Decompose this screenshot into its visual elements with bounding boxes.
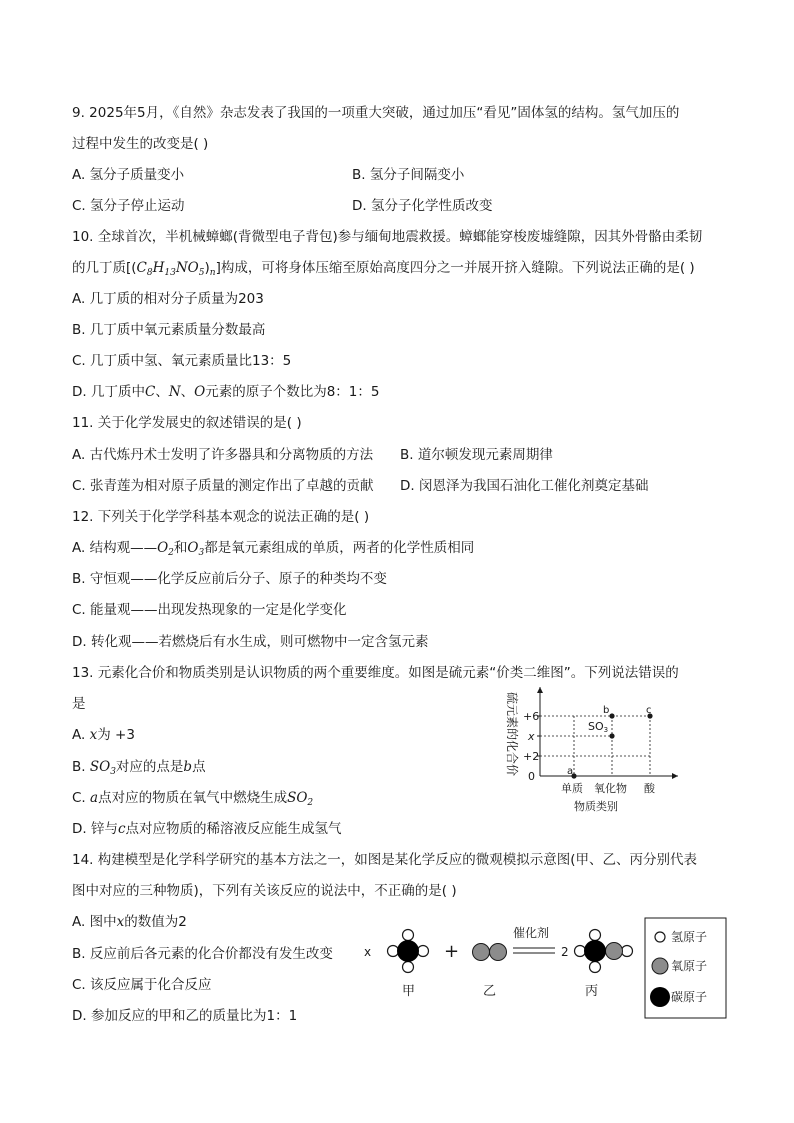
q13-c-mid: 点对应的物质在氧气中燃烧生成 (98, 790, 288, 806)
q10-stem-suffix: ]构成，可将身体压缩至原始高度四分之一并展开挤入缝隙。下列说法正确的是( ) (215, 260, 695, 276)
q12-option-c[interactable]: C. 能量观——出现发热现象的一定是化学变化 (72, 602, 347, 618)
hydrogen-atom (403, 930, 414, 941)
x-axis-label: 物质类别 (574, 800, 618, 813)
q13-b-mid: 对应的点是 (115, 759, 184, 775)
legend-hydrogen-icon (655, 932, 665, 942)
molecule-bing (575, 930, 633, 973)
catalyst-label: 催化剂 (513, 926, 550, 940)
q11-option-b[interactable]: B. 道尔顿发现元素周期律 (400, 447, 553, 463)
formula-h-sub: 13 (164, 268, 176, 278)
q13-c-sub: 2 (307, 798, 314, 808)
q10-d-c: C (144, 384, 156, 400)
label-jia: 甲 (402, 984, 416, 999)
formula-o-sub: 5 (198, 268, 205, 278)
hydrogen-atom (403, 962, 414, 973)
q9-option-c[interactable]: C. 氢分子停止运动 (72, 198, 185, 214)
q10-option-b[interactable]: B. 几丁质中氧元素质量分数最高 (72, 322, 266, 338)
point-c-label: c (646, 705, 652, 716)
q14-option-d[interactable]: D. 参加反应的甲和乙的质量比为1：1 (72, 1008, 298, 1024)
q10-d-sep1: 、 (155, 384, 169, 400)
reaction-model-diagram (355, 915, 730, 1023)
label-yi: 乙 (483, 984, 497, 999)
q13-option-c[interactable] (72, 788, 313, 813)
q13-a-x: x (89, 727, 98, 743)
hydrogen-atom (418, 946, 429, 957)
q11-option-a[interactable]: A. 古代炼丹术士发明了许多器具和分离物质的方法 (72, 447, 374, 463)
q12-a-prefix: A. 结构观—— (72, 540, 158, 556)
q10-d-o: O (194, 384, 206, 400)
q14-option-a[interactable] (72, 912, 187, 932)
formula-o: O (187, 260, 199, 276)
y-tick-plus6: +6 (523, 710, 540, 723)
legend-carbon-icon (650, 987, 670, 1007)
q13-b-prefix: B. (72, 759, 90, 775)
q14-a-prefix: A. 图中 (72, 914, 117, 930)
q13-d-suffix: 点对应物质的稀溶液反应能生成氢气 (125, 821, 342, 837)
molecule-jia (388, 930, 429, 973)
legend-hydrogen-label: 氢原子 (671, 930, 708, 944)
q13-b-suffix: 点 (192, 759, 206, 775)
formula-n-sub: n (209, 268, 216, 278)
molecule-yi (473, 944, 507, 961)
q14-a-x: x (116, 914, 125, 930)
q14-option-b[interactable]: B. 反应前后各元素的化合价都没有发生改变 (72, 946, 333, 962)
q12-a-o3: O (187, 540, 199, 556)
q13-b-so: SO (89, 759, 111, 775)
y-tick-x: x (528, 730, 535, 743)
q11-option-c[interactable]: C. 张青莲为相对原子质量的测定作出了卓越的贡献 (72, 478, 374, 494)
q9-stem-line1: 9. 2025年5月，《自然》杂志发表了我国的一项重大突破，通过加压“看见”固体氢的结构。氢气加压的 (72, 105, 680, 121)
q10-option-a[interactable]: A. 几丁质的相对分子质量为203 (72, 291, 264, 307)
q14-option-c[interactable]: C. 该反应属于化合反应 (72, 977, 212, 993)
q10-formula (137, 260, 205, 276)
q10-stem-prefix: 的几丁质[( (72, 260, 137, 276)
q14-a-suffix: 的数值为2 (124, 914, 187, 930)
q13-d-c: c (117, 821, 126, 837)
q10-d-sep2: 、 (180, 384, 195, 400)
x-category-acid: 酸 (644, 782, 655, 795)
q9-option-a[interactable]: A. 氢分子质量变小 (72, 167, 185, 183)
y-tick-zero: 0 (528, 770, 535, 783)
q11-stem: 11. 关于化学发展史的叙述错误的是( ) (72, 415, 302, 431)
q13-c-a: a (90, 790, 99, 806)
coefficient-2: 2 (561, 945, 569, 959)
q14-stem-line2: 图中对应的三种物质)，下列有关该反应的说法中，不正确的是( ) (72, 883, 457, 899)
q12-a-suffix: 都是氧元素组成的单质，两者的化学性质相同 (204, 540, 475, 556)
q12-a-o2: O (157, 540, 169, 556)
q12-a-o3-sub: 3 (198, 548, 205, 558)
q10-stem-line2: 的几丁质$[(C_8H_{13}NO_5)_n]$构成，可将身体压缩至原始高度四分之一并展开挤入缝隙。下列说法正确的是( ) (72, 260, 695, 278)
q9-option-d[interactable]: D. 氢分子化学性质改变 (352, 198, 493, 214)
q10-stem-line1: 10. 全球首次，半机械蟑螂(背微型电子背包)参与缅甸地震救援。蟑螂能穿梭废墟缝隙，因其外骨骼由柔韧 (72, 229, 703, 245)
so3-label-sub: 3 (603, 726, 609, 734)
point-so3 (609, 733, 614, 738)
x-category-elemental: 单质 (561, 782, 583, 795)
q12-a-o2-sub: 2 (168, 548, 174, 558)
hydrogen-atom (575, 946, 586, 957)
carbon-atom (397, 940, 419, 962)
q9-stem-line2: 过程中发生的改变是( ) (72, 136, 209, 152)
q9-option-b[interactable]: B. 氢分子间隔变小 (352, 167, 465, 183)
so3-label (588, 720, 608, 734)
y-tick-plus2: +2 (523, 750, 540, 763)
formula-n: N (175, 260, 188, 276)
q12-a-and: 和 (173, 540, 188, 556)
y-axis-label: 硫元素的化合价 (505, 692, 519, 777)
so3-label-text: SO (588, 720, 604, 733)
formula-h: H (152, 260, 165, 276)
q13-option-a[interactable] (72, 725, 135, 745)
hydrogen-atom (388, 946, 399, 957)
q13-c-so: SO (287, 790, 308, 806)
sulfur-valence-diagram (490, 682, 695, 814)
point-b (609, 713, 614, 718)
q13-b-sub: 3 (110, 767, 116, 777)
oxygen-atom (606, 943, 623, 960)
oxygen-atom (473, 944, 490, 961)
q12-option-d[interactable]: D. 转化观——若燃烧后有水生成，则可燃物中一定含氢元素 (72, 634, 429, 650)
carbon-atom (584, 940, 606, 962)
formula-c: C (136, 260, 147, 276)
q10-d-prefix: D. 几丁质中 (72, 384, 145, 400)
hydrogen-atom (590, 962, 601, 973)
formula-c-sub: 8 (146, 268, 153, 278)
q13-c-prefix: C. (72, 790, 91, 806)
hydrogen-atom (590, 930, 601, 941)
q10-option-c[interactable]: C. 几丁质中氢、氧元素质量比13：5 (72, 353, 292, 369)
q10-option-d[interactable] (72, 382, 380, 402)
label-bing: 丙 (585, 984, 599, 999)
x-category-oxide: 氧化物 (594, 782, 627, 795)
q13-a-prefix: A. (72, 727, 90, 743)
q12-stem: 12. 下列关于化学学科基本观念的说法正确的是( ) (72, 509, 370, 525)
coefficient-x: x (364, 945, 372, 959)
q10-d-suffix: 元素的原子个数比为8：1：5 (205, 384, 380, 400)
q11-option-d[interactable]: D. 闵恩泽为我国石油化工催化剂奠定基础 (400, 478, 649, 494)
q13-option-d[interactable] (72, 819, 342, 839)
legend-oxygen-label: 氧原子 (671, 959, 708, 973)
q13-option-b[interactable] (72, 757, 206, 782)
oxygen-atom (490, 944, 507, 961)
q13-stem-line2: 是 (72, 696, 86, 712)
legend-carbon-label: 碳原子 (671, 990, 708, 1004)
q13-b-b: b (183, 759, 193, 775)
point-b-label: b (603, 705, 610, 716)
q13-d-prefix: D. 锌与 (72, 821, 118, 837)
legend-oxygen-icon (652, 958, 668, 974)
plus-sign: + (444, 941, 460, 962)
q12-option-b[interactable]: B. 守恒观——化学反应前后分子、原子的种类均不变 (72, 571, 387, 587)
q14-stem-line1: 14. 构建模型是化学科学研究的基本方法之一，如图是某化学反应的微观模拟示意图(甲、乙、丙分别代表 (72, 852, 698, 868)
q10-d-n: N (168, 384, 181, 400)
point-a-label: a (567, 766, 574, 777)
q12-option-a[interactable] (72, 538, 474, 563)
hydrogen-atom (622, 946, 633, 957)
q13-stem-line1: 13. 元素化合价和物质类别是认识物质的两个重要维度。如图是硫元素“价类二维图”。下列说法错误的 (72, 665, 679, 681)
q13-a-suffix: 为 +3 (97, 727, 135, 743)
